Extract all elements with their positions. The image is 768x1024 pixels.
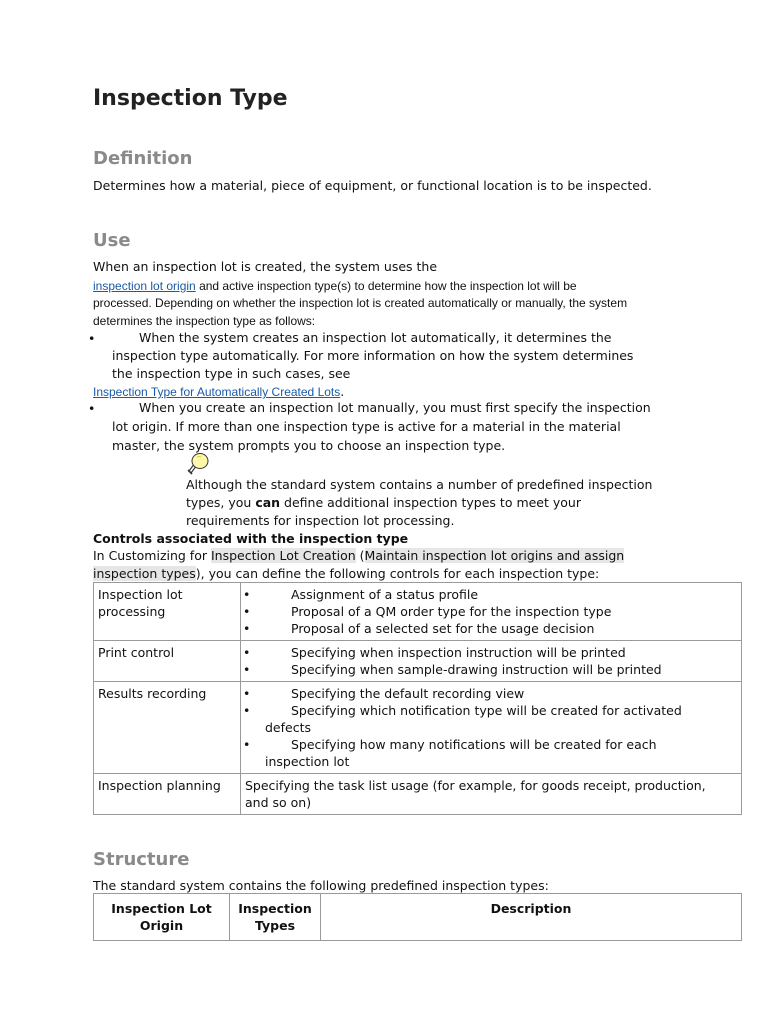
list-item: • Specifying how many notifications will be created for each inspection lot	[243, 737, 657, 769]
table-cell-items	[241, 682, 742, 774]
table-row	[94, 774, 742, 815]
controls-table	[93, 582, 742, 815]
lightbulb-icon	[185, 452, 211, 476]
use-intro-line2: inspection lot origin and active inspection type(s) to determine how the inspection lot will be	[93, 279, 577, 293]
page-title: Inspection Type	[93, 86, 288, 111]
table-row	[94, 583, 742, 641]
table-cell-items	[241, 583, 742, 641]
customizing-path-highlight: Inspection Lot Creation	[210, 548, 356, 563]
list-item: • Proposal of a selected set for the usage decision	[243, 621, 595, 636]
bullet1-line1: When the system creates an inspection lot automatically, it determines the	[139, 330, 612, 345]
note-line3: requirements for inspection lot processing.	[186, 513, 455, 528]
list-item: • Specifying which notification type will be created for activated defects	[243, 703, 682, 735]
customizing-activity-highlight: Maintain inspection lot origins and assign	[364, 548, 625, 563]
controls-line1: In Customizing for Inspection Lot Creation (Maintain inspection lot origins and assign	[93, 548, 625, 563]
bullet-dot: •	[88, 331, 96, 346]
table-cell-label: Inspection lot processing	[94, 583, 241, 641]
column-header-types: Inspection Types	[230, 894, 321, 941]
list-item: • Specifying when sample-drawing instruction will be printed	[243, 662, 662, 677]
structure-table	[93, 893, 742, 941]
use-intro-line1: When an inspection lot is created, the system uses the	[93, 259, 438, 274]
table-row	[94, 641, 742, 682]
table-cell-label: Print control	[94, 641, 241, 682]
definition-text: Determines how a material, piece of equipment, or functional location is to be inspected.	[93, 178, 652, 193]
bullet2-line3: master, the system prompts you to choose an inspection type.	[112, 438, 506, 453]
bullet2-line1: When you create an inspection lot manually, you must first specify the inspection	[139, 400, 651, 415]
column-header-origin: Inspection Lot Origin	[94, 894, 230, 941]
table-header-row	[94, 894, 742, 941]
use-heading: Use	[93, 230, 131, 251]
bullet1-line3: the inspection type in such cases, see	[112, 366, 351, 381]
table-row	[94, 682, 742, 774]
bullet1-link-line: Inspection Type for Automatically Created Lots.	[93, 384, 345, 399]
table-cell-text: Specifying the task list usage (for example, for goods receipt, production, and so on)	[241, 774, 742, 815]
use-intro-line3: processed. Depending on whether the inspection lot is created automatically or manually, the system	[93, 296, 628, 310]
structure-text: The standard system contains the following predefined inspection types:	[93, 878, 549, 893]
auto-created-lots-link[interactable]: Inspection Type for Automatically Created Lots	[93, 385, 341, 399]
controls-heading: Controls associated with the inspection type	[93, 531, 409, 546]
structure-heading: Structure	[93, 849, 190, 870]
definition-heading: Definition	[93, 148, 193, 169]
list-item: • Specifying the default recording view	[243, 686, 525, 701]
list-item: • Proposal of a QM order type for the inspection type	[243, 604, 612, 619]
inspection-lot-origin-link[interactable]: inspection lot origin	[93, 279, 196, 293]
table-cell-items	[241, 641, 742, 682]
table-cell-label: Results recording	[94, 682, 241, 774]
bullet1-line2: inspection type automatically. For more information on how the system determines	[112, 348, 634, 363]
note-line1: Although the standard system contains a number of predefined inspection	[186, 477, 653, 492]
use-intro-line4: determines the inspection type as follows:	[93, 314, 316, 328]
table-cell-label: Inspection planning	[94, 774, 241, 815]
column-header-description: Description	[321, 894, 742, 941]
bullet2-line2: lot origin. If more than one inspection type is active for a material in the material	[112, 419, 621, 434]
list-item: • Specifying when inspection instruction will be printed	[243, 645, 626, 660]
list-item: • Assignment of a status profile	[243, 587, 479, 602]
bullet-dot: •	[88, 401, 96, 416]
note-line2: types, you can define additional inspection types to meet your	[186, 495, 581, 510]
controls-line2: inspection types), you can define the following controls for each inspection type:	[93, 566, 600, 581]
